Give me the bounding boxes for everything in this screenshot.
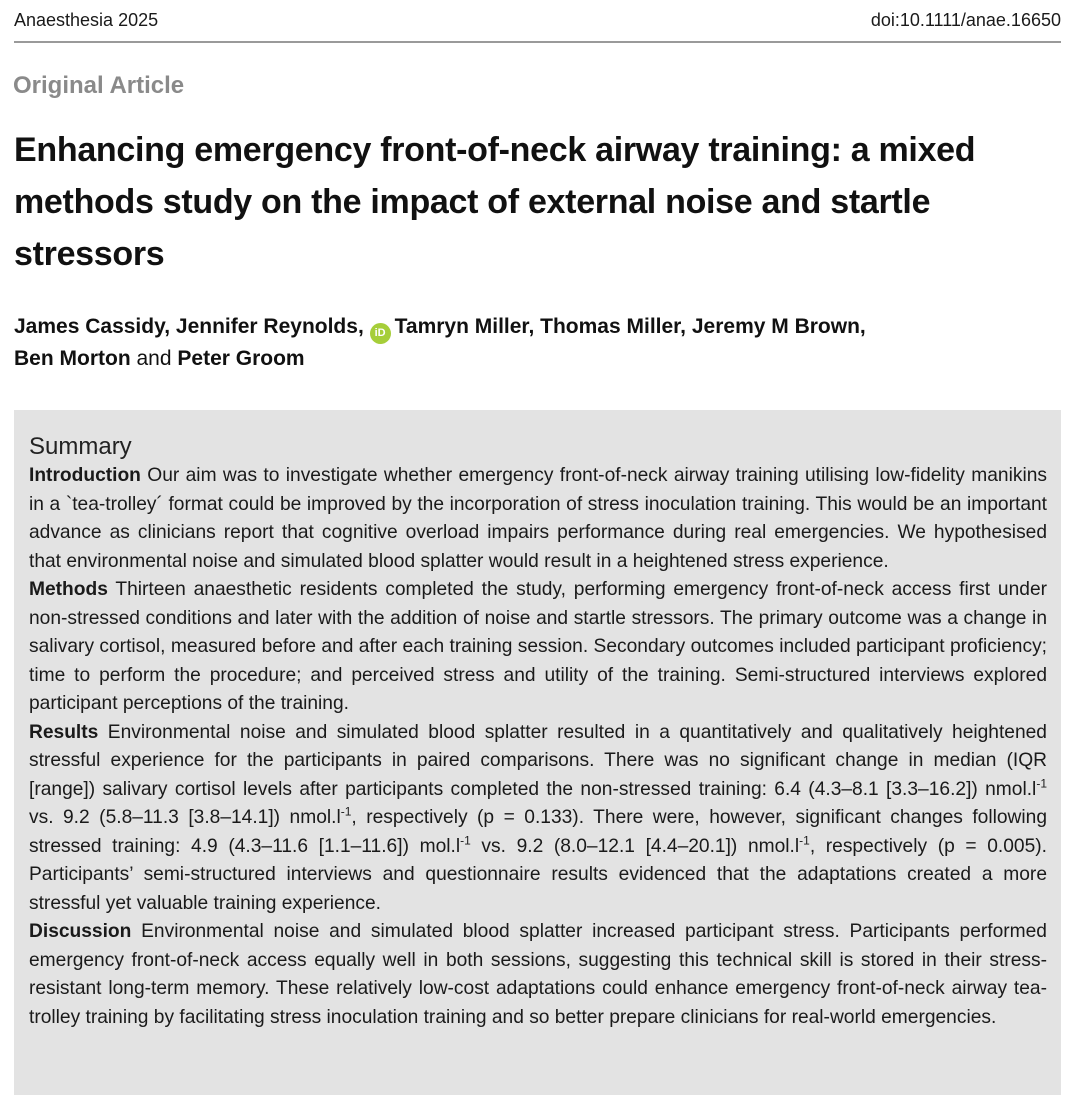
- doi-link[interactable]: doi:10.1111/anae.16650: [870, 10, 1061, 30]
- section-label: Results: [29, 721, 99, 743]
- section-text: Our aim was to investigate whether emergency front-of-neck airway training utilising low-fidelity manikins in a `tea-trolley´ format could be improved by the incorporation of stress inoculation training. This would be an important advance as clinicians report that cognitive overload impairs performance during real emergencies. We hypothesised that environmental noise and simulated blood splatter would result in a heightened stress experience.: [29, 465, 1047, 572]
- summary-results: [29, 719, 1047, 919]
- section-label: Methods: [29, 579, 108, 600]
- article-title: Enhancing emergency front-of-neck airway training: a mixed methods study on the impact of external noise and startle stressors: [14, 131, 976, 273]
- unit-exponent: -1: [1036, 776, 1047, 791]
- summary-heading: Summary: [29, 433, 132, 460]
- summary-methods: [29, 576, 1047, 719]
- author-name[interactable]: Jennifer Reynolds,: [175, 315, 364, 338]
- author-name[interactable]: Jeremy M Brown,: [691, 315, 866, 338]
- article-type: Original Article: [13, 72, 185, 99]
- section-label: Introduction: [29, 465, 141, 486]
- author-name[interactable]: Peter Groom: [177, 347, 305, 370]
- section-text: , respectively (p = 0.005). Participants’ semi-structured interviews and questionnaire results evidenced that the adaptations created a more stressful yet valuable training experience.: [29, 835, 1047, 914]
- unit-exponent: -1: [799, 833, 810, 848]
- section-text: Environmental noise and simulated blood splatter resulted in a quantitatively and qualitatively heightened stressful experience for the participants in paired comparisons. There was no significant change in median (IQR [range]) salivary cortisol levels after participants completed the non-stressed training: 6.4 (4.3–8.1 [3.3–16.2]) nmol.l: [29, 721, 1047, 800]
- unit-exponent: -1: [340, 804, 352, 819]
- section-label: Discussion: [29, 921, 132, 942]
- running-header: [14, 10, 1061, 43]
- unit-exponent: -1: [460, 833, 471, 848]
- orcid-icon[interactable]: iD: [370, 323, 391, 344]
- author-list: [14, 312, 1054, 374]
- summary-discussion: [29, 918, 1047, 1032]
- author-name[interactable]: Ben Morton: [14, 347, 131, 370]
- section-text: Thirteen anaesthetic residents completed the study, performing emergency front-of-neck access first under non-stressed conditions and later with the addition of noise and startle stressors. The primary outcome was a change in salivary cortisol, measured before and after each training session. Secondary outcomes included participant proficiency; time to perform the procedure; and perceived stress and utility of the training. Semi-structured interviews explored participant perceptions of the training.: [29, 579, 1047, 714]
- author-name[interactable]: Tamryn Miller,: [394, 315, 535, 338]
- author-name[interactable]: James Cassidy,: [14, 315, 171, 338]
- author-name[interactable]: Thomas Miller,: [540, 315, 687, 338]
- journal-name: Anaesthesia 2025: [14, 10, 159, 30]
- author-conjunction: and: [136, 347, 172, 370]
- summary-box: [14, 410, 1061, 1095]
- section-text: vs. 9.2 (5.8–11.3 [3.8–14.1]) nmol.l: [29, 807, 341, 828]
- section-text: vs. 9.2 (8.0–12.1 [4.4–20.1]) nmol.l: [470, 835, 800, 857]
- summary-introduction: [29, 462, 1047, 576]
- section-text: Environmental noise and simulated blood splatter increased participant stress. Participants performed emergency front-of-neck access equally well in both sessions, suggesting this technical skill is stored in their stress-resistant long-term memory. These relatively low-cost adaptations could enhance emergency front-of-neck airway tea-trolley training by facilitating stress inoculation training and so better prepare clinicians for real-world emergencies.: [29, 921, 1047, 1028]
- section-text: , respectively (p = 0.133). There were, however, significant changes following stressed training: 4.9 (4.3–11.6 [1.1–11.6]) mol.l: [29, 807, 1048, 857]
